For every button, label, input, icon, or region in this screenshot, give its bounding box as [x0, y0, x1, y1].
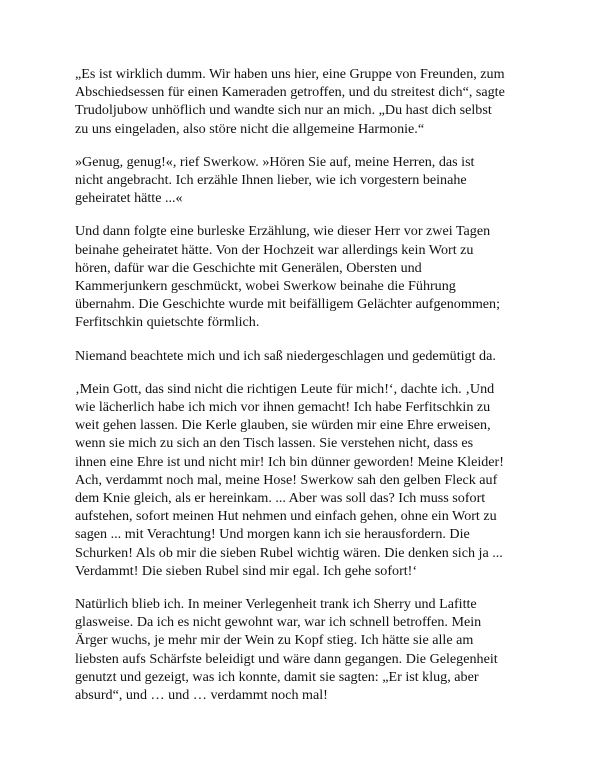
paragraph-3: Und dann folgte eine burleske Erzählung, wie dieser Herr vor zwei Tagen beinahe geheiratet hätte. Von der Hochzeit war allerdings kein Wort zu hören, dafür war die Geschichte mit Generälen, Obersten und Kammerjunkern geschmückt, wobei Swerkow beinahe die Führung übernahm. Die Geschichte wurde mit beifälligem Gelächter aufgenommen; Ferfitschkin quietschte förmlich.: [75, 223, 501, 331]
paragraph-6: Natürlich blieb ich. In meiner Verlegenheit trank ich Sherry und Lafitte glasweise. Da ich es nicht gewohnt war, war ich schnell betroffen. Mein Ärger wuchs, je mehr mir der Wein zu Kopf stieg. Ich hätte sie alle am liebsten aufs Schärfste beleidigt und wäre dann gegangen. Die Gelegenheit genutzt und gezeigt, was ich konnte, damit sie sagten: „Er ist klug, aber absurd“, und … und … verdammt noch mal!: [75, 596, 498, 704]
paragraph-1: „Es ist wirklich dumm. Wir haben uns hier, eine Gruppe von Freunden, zum Abschiedsessen für einen Kameraden getroffen, und du streitest dich“, sagte Trudoljubow unhöflich und wandte sich nur an mich. „Du hast dich selbst zu uns eingeladen, also störe nicht die allgemeine Harmonie.“: [75, 66, 505, 137]
paragraph-2: »Genug, genug!«, rief Swerkow. »Hören Sie auf, meine Herren, das ist nicht angebracht. Ich erzähle Ihnen lieber, wie ich vorgestern beinahe geheiratet hätte ...«: [75, 153, 475, 207]
paragraph-4: Niemand beachtete mich und ich saß niedergeschlagen und gedemütigt da.: [75, 347, 496, 364]
paragraph-5: ‚Mein Gott, das sind nicht die richtigen Leute für mich!‘, dachte ich. ‚Und wie lächerlich habe ich mich vor ihnen gemacht! Ich habe Ferfitschkin zu weit gehen lassen. Die Kerle glauben, sie würden mir eine Ehre erweisen, wenn sie mich zu sich an den Tisch lassen. Sie verstehen nicht, dass es ihnen eine Ehre ist und nicht mir! Ich bin dünner geworden! Meine Kleider! Ach, verdammt noch mal, meine Hose! Swerkow sah den gelben Fleck auf dem Knie gleich, als er hereinkam. ... Aber was soll das? Ich muss sofort aufstehen, sofort meinen Hut nehmen und einfach gehen, ohne ein Wort zu sagen ... mit Verachtung! Und morgen kann ich sie herausfordern. Die Schurken! Als ob mir die sieben Rubel wichtig wären. Die denken sich ja ... Verdammt! Die sieben Rubel sind mir egal. Ich gehe sofort!‘: [75, 380, 504, 579]
